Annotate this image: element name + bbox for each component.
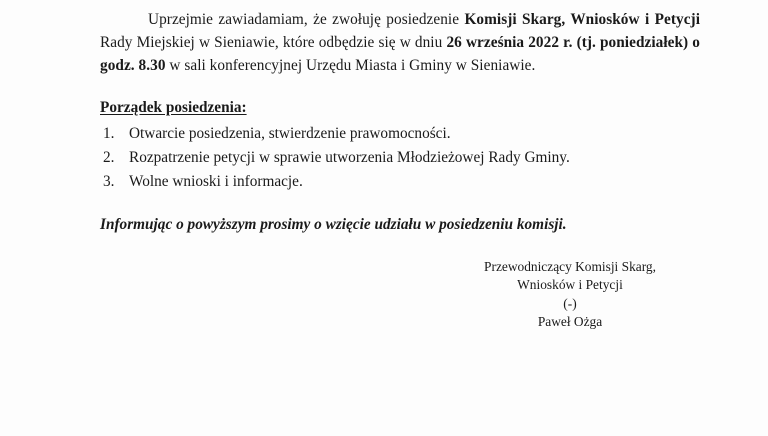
signature-block	[430, 258, 710, 332]
agenda-item-number: 2.	[103, 148, 115, 166]
closing-note: Informując o powyższym prosimy o wzięcie udziału w posiedzeniu komisji.	[100, 216, 567, 234]
signature-name: Paweł Ożga	[537, 314, 603, 330]
agenda-item-label: Rozpatrzenie petycji w sprawie utworzenia Młodzieżowej Rady Gminy.	[129, 148, 570, 166]
agenda-item	[100, 118, 700, 145]
signature-title-line-2: Wniosków i Petycji	[517, 277, 623, 293]
intro-committee-name: Komisji Skarg, Wniosków i Petycji	[464, 11, 700, 28]
agenda-item-number: 1.	[103, 124, 115, 142]
agenda-heading: Porządek posiedzenia:	[100, 98, 247, 116]
agenda-item-label: Wolne wnioski i informacje.	[129, 172, 303, 190]
document-body	[100, 0, 700, 235]
agenda-list	[100, 118, 700, 193]
intro-paragraph	[100, 0, 700, 78]
intro-segment-3: Rady Miejskiej w Sieniawie, które odbędzie się w dniu	[100, 34, 447, 52]
agenda-item	[100, 144, 700, 168]
agenda-item-label: Otwarcie posiedzenia, stwierdzenie prawomocności.	[129, 124, 451, 142]
signature-mark: (-)	[563, 295, 577, 311]
agenda-item	[100, 168, 700, 192]
agenda-item-number: 3.	[103, 172, 115, 190]
intro-meeting-datetime: 26 września 2022 r. (tj. poniedziałek) o godz. 8.30	[100, 34, 700, 75]
intro-segment-5: w sali konferencyjnej Urzędu Miasta i Gminy w Sieniawie.	[165, 57, 536, 75]
intro-segment-1: Uprzejmie zawiadamiam, że zwołuję posiedzenie	[148, 11, 465, 28]
signature-title-line-1: Przewodniczący Komisji Skarg,	[484, 259, 656, 274]
